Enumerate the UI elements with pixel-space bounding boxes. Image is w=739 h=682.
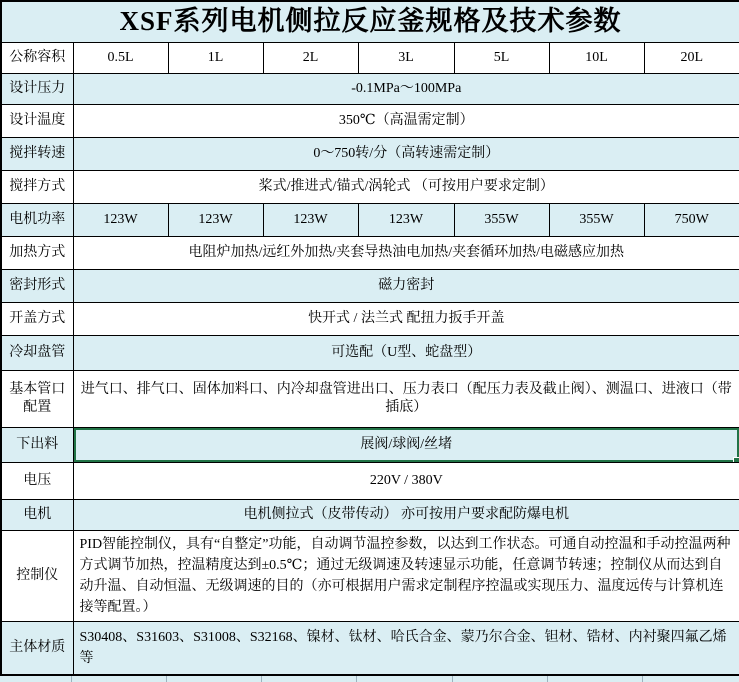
- row-cooling-coil: [1, 336, 739, 371]
- table-title[interactable]: XSF系列电机侧拉反应釜规格及技术参数: [1, 1, 739, 43]
- row-bottom-discharge: [1, 428, 739, 463]
- cell-capacity-1[interactable]: 1L: [168, 43, 263, 74]
- next-row-peek: [0, 676, 739, 682]
- cell-value-material[interactable]: S30408、S31603、S31008、S32168、镍材、钛材、哈氏合金、蒙乃尔合金、钽材、锆材、内衬聚四氟乙烯等: [73, 622, 739, 676]
- cell-motor-power-5[interactable]: 355W: [549, 204, 644, 237]
- cell-label-stir-mode[interactable]: 搅拌方式: [1, 171, 73, 204]
- cell-value-lid-mode[interactable]: 快开式 / 法兰式 配扭力扳手开盖: [73, 303, 739, 336]
- cell-motor-power-6[interactable]: 750W: [644, 204, 739, 237]
- peek-cell: [453, 676, 548, 682]
- cell-label-stir-speed[interactable]: 搅拌转速: [1, 138, 73, 171]
- row-heat-mode: [1, 237, 739, 270]
- peek-cell: [643, 676, 738, 682]
- row-motor: [1, 500, 739, 531]
- cell-label-motor-power[interactable]: 电机功率: [1, 204, 73, 237]
- cell-value-design-pressure[interactable]: -0.1MPa～100MPa: [73, 74, 739, 105]
- cell-label-material[interactable]: 主体材质: [1, 622, 73, 676]
- cell-value-motor[interactable]: 电机侧拉式（皮带传动） 亦可按用户要求配防爆电机: [73, 500, 739, 531]
- cell-label-heat-mode[interactable]: 加热方式: [1, 237, 73, 270]
- row-title: [1, 1, 739, 43]
- peek-cell: [167, 676, 262, 682]
- cell-label-ports[interactable]: 基本管口配置: [1, 371, 73, 428]
- cell-motor-power-0[interactable]: 123W: [73, 204, 168, 237]
- row-lid-mode: [1, 303, 739, 336]
- cell-value-heat-mode[interactable]: 电阻炉加热/远红外加热/夹套导热油电加热/夹套循环加热/电磁感应加热: [73, 237, 739, 270]
- row-seal-type: [1, 270, 739, 303]
- cell-capacity-3[interactable]: 3L: [358, 43, 454, 74]
- cell-value-cooling-coil[interactable]: 可选配（U型、蛇盘型）: [73, 336, 739, 371]
- cell-capacity-5[interactable]: 10L: [549, 43, 644, 74]
- cell-label-seal-type[interactable]: 密封形式: [1, 270, 73, 303]
- row-design-pressure: [1, 74, 739, 105]
- cell-value-stir-speed[interactable]: 0～750转/分（高转速需定制）: [73, 138, 739, 171]
- cell-label-capacity[interactable]: 公称容积: [1, 43, 73, 74]
- cell-value-controller[interactable]: PID智能控制仪，具有“自整定”功能，自动调节温控参数，以达到工作状态。可通自动控温和手动控温两种方式调节加热，控温精度达到±0.5℃；通过无级调速及转速显示功能，任意调节转速；控制仪从而达到自动升温、自动恒温、无级调速的目的（亦可根据用户需求定制程序控温或实现压力、温度远传与计算机连接等配置。）: [73, 531, 739, 622]
- cell-capacity-0[interactable]: 0.5L: [73, 43, 168, 74]
- cell-value-ports[interactable]: 进气口、排气口、固体加料口、内冷却盘管进出口、压力表口（配压力表及截止阀）、测温口、进液口（带插底）: [73, 371, 739, 428]
- cell-value-voltage[interactable]: 220V / 380V: [73, 463, 739, 500]
- peek-cell: [262, 676, 357, 682]
- cell-motor-power-1[interactable]: 123W: [168, 204, 263, 237]
- cell-label-lid-mode[interactable]: 开盖方式: [1, 303, 73, 336]
- cell-motor-power-2[interactable]: 123W: [263, 204, 358, 237]
- row-design-temp: [1, 105, 739, 138]
- row-controller: [1, 531, 739, 622]
- peek-cell: [0, 676, 72, 682]
- cell-label-design-pressure[interactable]: 设计压力: [1, 74, 73, 105]
- row-motor-power: [1, 204, 739, 237]
- cell-label-motor[interactable]: 电机: [1, 500, 73, 531]
- peek-cell: [357, 676, 453, 682]
- cell-label-design-temp[interactable]: 设计温度: [1, 105, 73, 138]
- row-voltage: [1, 463, 739, 500]
- row-capacity: [1, 43, 739, 74]
- row-stir-speed: [1, 138, 739, 171]
- cell-value-seal-type[interactable]: 磁力密封: [73, 270, 739, 303]
- cell-label-controller[interactable]: 控制仪: [1, 531, 73, 622]
- cell-capacity-2[interactable]: 2L: [263, 43, 358, 74]
- peek-cell: [72, 676, 167, 682]
- row-stir-mode: [1, 171, 739, 204]
- cell-motor-power-3[interactable]: 123W: [358, 204, 454, 237]
- cell-value-design-temp[interactable]: 350℃（高温需定制）: [73, 105, 739, 138]
- cell-value-bottom-discharge-selected[interactable]: [73, 428, 739, 463]
- cell-label-bottom-discharge[interactable]: 下出料: [1, 428, 73, 463]
- cell-capacity-4[interactable]: 5L: [454, 43, 549, 74]
- selection-fill-handle[interactable]: [733, 457, 739, 463]
- cell-capacity-6[interactable]: 20L: [644, 43, 739, 74]
- cell-motor-power-4[interactable]: 355W: [454, 204, 549, 237]
- cell-label-voltage[interactable]: 电压: [1, 463, 73, 500]
- cell-value-stir-mode[interactable]: 桨式/推进式/锚式/涡轮式 （可按用户要求定制）: [73, 171, 739, 204]
- peek-cell: [548, 676, 643, 682]
- bottom-discharge-text: 展阀/球阀/丝堵: [360, 436, 453, 452]
- row-material: [1, 622, 739, 676]
- row-ports: [1, 371, 739, 428]
- cell-label-cooling-coil[interactable]: 冷却盘管: [1, 336, 73, 371]
